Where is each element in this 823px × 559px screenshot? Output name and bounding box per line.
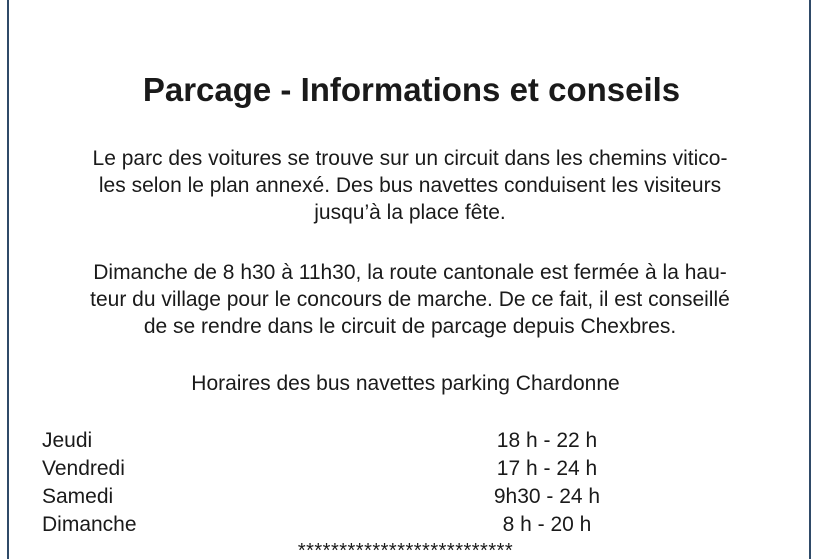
page-title: Parcage - Informations et conseils [142,71,681,108]
schedule-hours: 9h30 - 24 h [493,485,601,508]
schedule-row [42,455,782,483]
schedule-day: Dimanche [42,513,137,536]
schedule-row [42,483,782,511]
text-line: Le parc des voitures se trouve sur un circuit dans les chemins vitico- [92,147,728,170]
parking-info-paragraph [40,145,780,226]
text-line: de se rendre dans le circuit de parcage depuis Chexbres. [143,315,677,338]
schedule-day: Vendredi [42,457,125,480]
schedule-row [42,427,782,455]
road-closure-paragraph [40,259,780,340]
text-line: les selon le plan annexé. Des bus navettes conduisent les visiteurs [98,174,722,197]
schedule-hours: 17 h - 24 h [496,457,598,480]
text-line: jusqu’à la place fête. [314,201,506,224]
schedule-day: Jeudi [42,429,93,452]
schedule-hours: 18 h - 22 h [496,429,598,452]
schedule-title: Horaires des bus navettes parking Chardonne [191,372,620,395]
schedule-hours: 8 h - 20 h [502,513,592,536]
shuttle-schedule [42,427,782,539]
schedule-day: Samedi [42,485,114,508]
text-line: Dimanche de 8 h30 à 11h30, la route cantonale est fermée à la hau- [93,261,727,284]
schedule-row [42,511,782,539]
text-line: teur du village pour le concours de marche. De ce fait, il est conseillé [90,288,730,311]
separator-line: ************************** [297,540,514,559]
